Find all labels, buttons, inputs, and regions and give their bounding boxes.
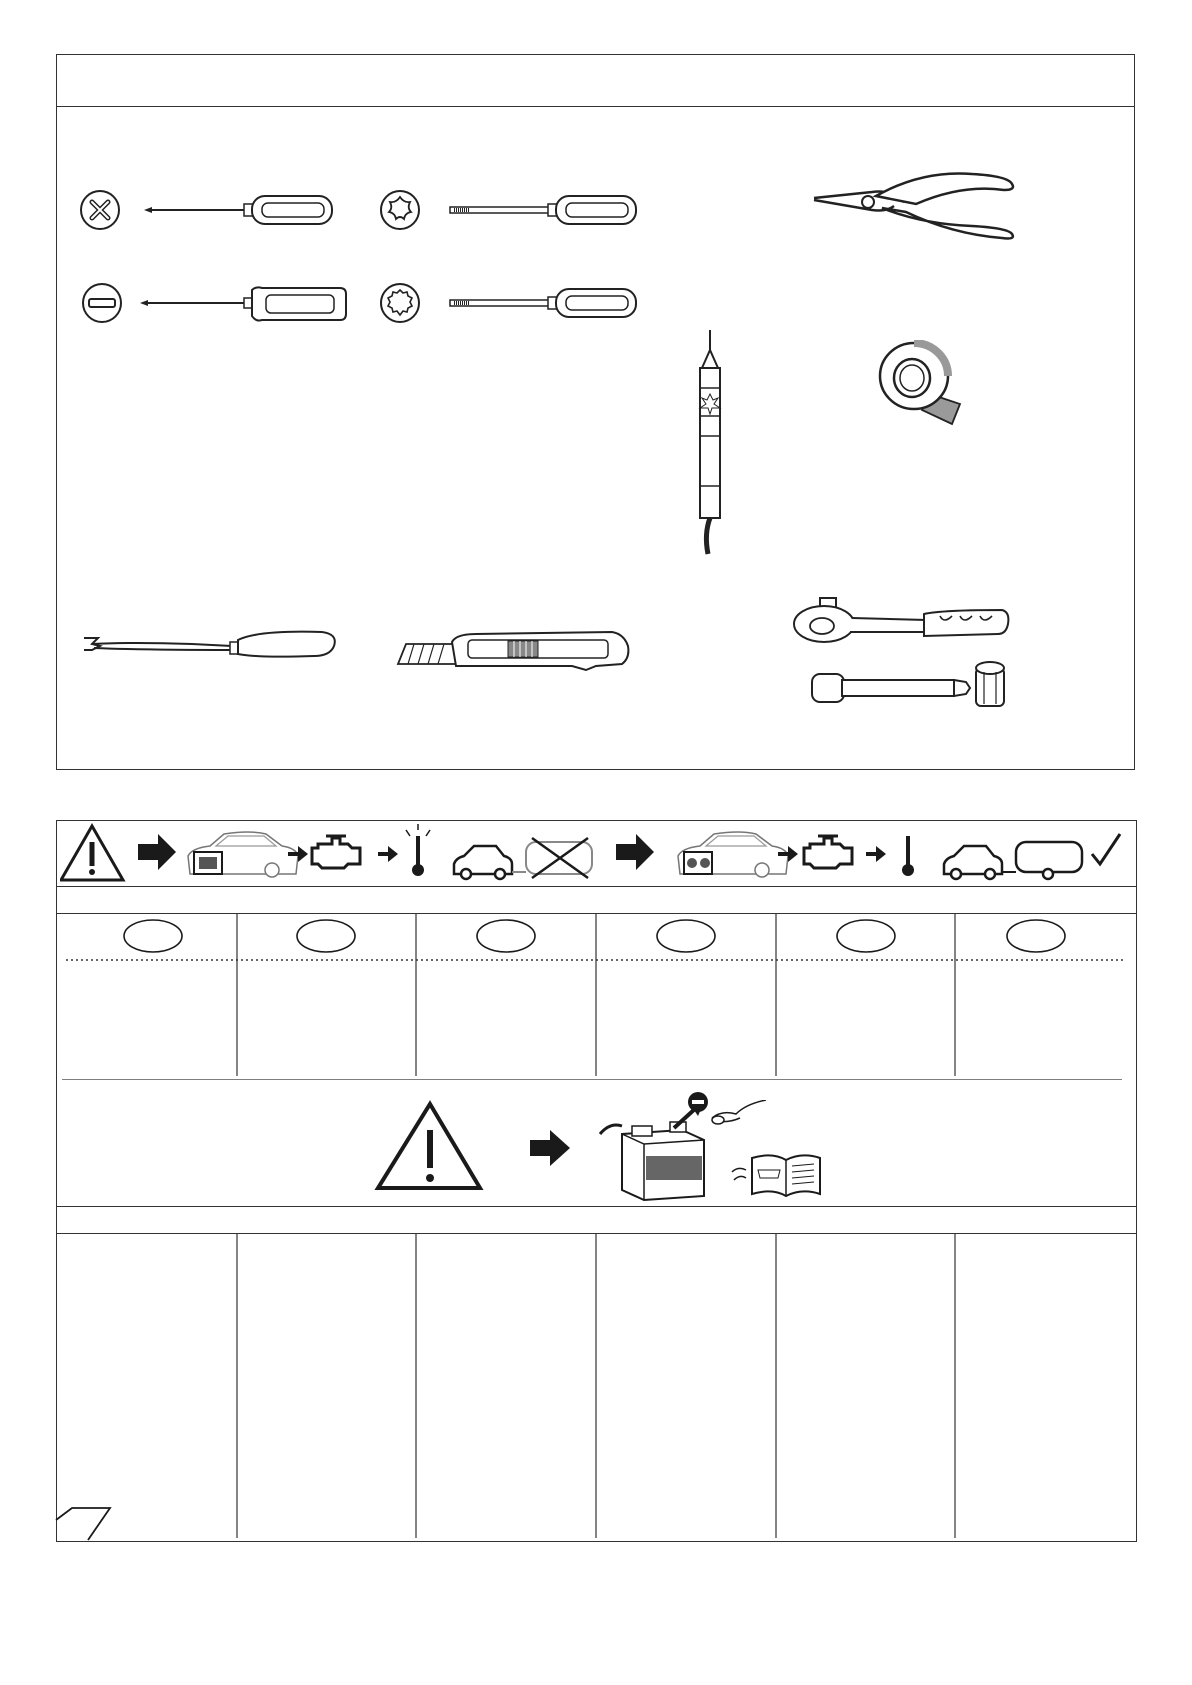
manual-book-icon	[732, 1155, 820, 1196]
column-grid-upper	[56, 914, 1137, 1080]
battery-warning-row	[374, 1100, 834, 1204]
info-band-1	[56, 886, 1137, 914]
battery-icon	[600, 1102, 704, 1200]
small-arrow-icon	[866, 846, 886, 862]
car-trailer-icon	[944, 842, 1082, 879]
insulating-tape-icon	[878, 340, 968, 426]
flat-screwdriver-icon	[80, 280, 350, 326]
towing-warning-row	[60, 822, 1134, 884]
phillips-screwdriver-icon	[78, 188, 338, 232]
arrow-right-icon	[530, 1130, 570, 1166]
tools-panel-header	[57, 55, 1134, 107]
car-front-icon	[678, 832, 788, 877]
socket-extension-icon	[810, 656, 1016, 714]
thermometer-warning-icon	[406, 824, 430, 876]
small-arrow-icon	[378, 846, 398, 862]
utility-knife-icon	[396, 628, 636, 672]
spline-screwdriver-icon	[378, 280, 638, 326]
car-front-icon	[188, 832, 298, 877]
car-trailer-crossed-icon	[454, 838, 592, 879]
checkmark-icon	[1092, 834, 1120, 864]
hand-disconnect-icon	[712, 1100, 766, 1124]
pliers-icon	[812, 168, 1022, 240]
voltage-tester-icon	[690, 328, 730, 556]
column-grid-lower	[56, 1234, 1137, 1542]
page-corner-mark	[54, 1506, 114, 1542]
warning-triangle-icon	[61, 826, 123, 880]
info-band-2	[56, 1206, 1137, 1234]
trim-removal-tool-icon	[82, 624, 338, 664]
minus-badge-icon	[686, 1090, 710, 1114]
ratchet-wrench-icon	[792, 596, 1010, 646]
warning-triangle-icon	[378, 1104, 480, 1188]
thermometer-icon	[902, 836, 914, 876]
arrow-right-icon	[616, 834, 654, 870]
engine-icon	[312, 836, 360, 868]
arrow-right-icon	[138, 834, 176, 870]
torx-screwdriver-icon	[378, 188, 638, 232]
engine-icon	[804, 836, 852, 868]
